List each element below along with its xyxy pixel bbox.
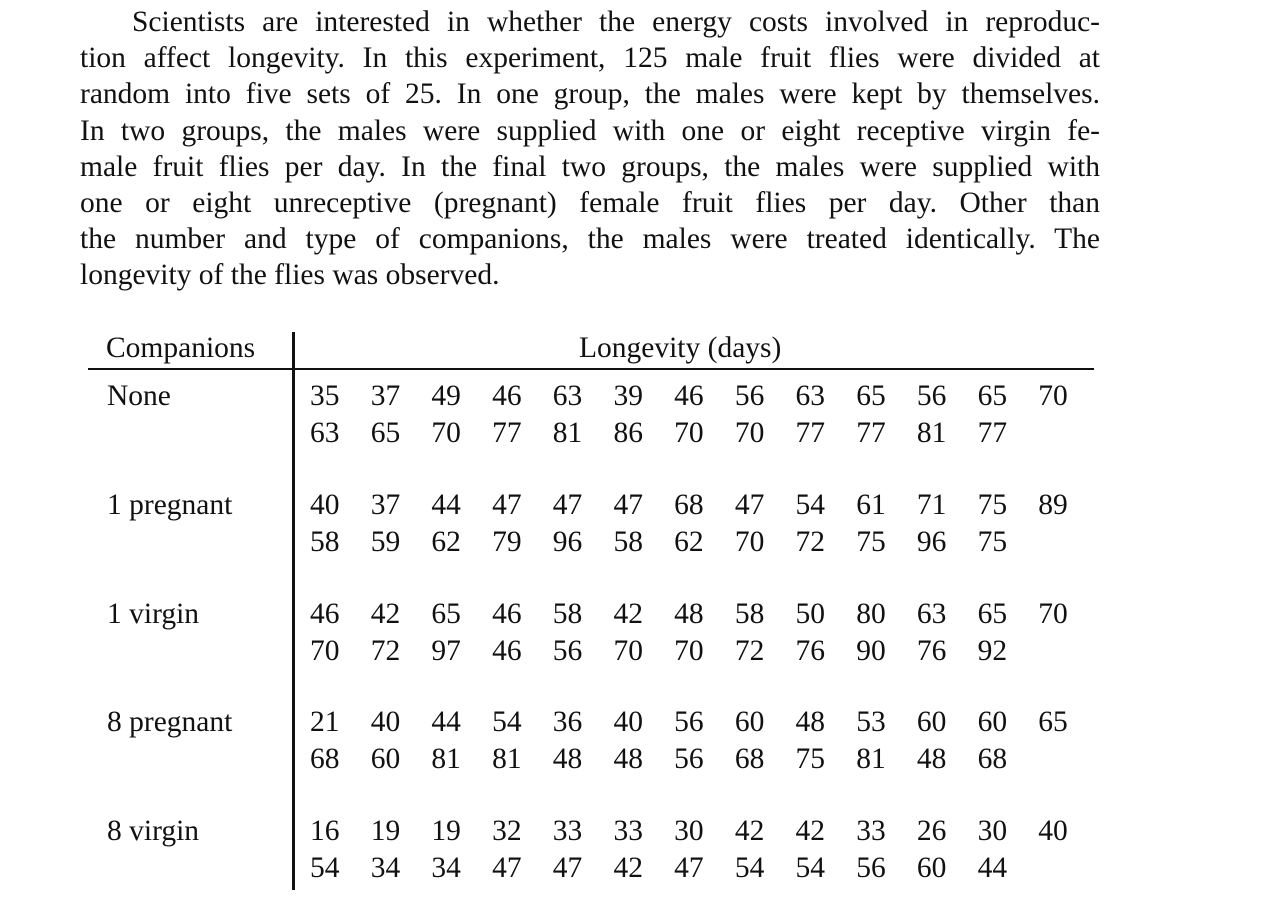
longevity-value: 96 xyxy=(552,525,583,558)
longevity-value: 97 xyxy=(431,634,461,667)
longevity-value: 70 xyxy=(431,416,461,449)
group-values xyxy=(310,487,1099,560)
paragraph-line: Scientists are interested in whether the energy costs involved in reproduc- xyxy=(132,6,1100,38)
longevity-value: 46 xyxy=(674,380,704,412)
longevity-value: 42 xyxy=(613,851,643,884)
longevity-value: 72 xyxy=(734,634,765,667)
paragraph-line: tion affect longevity. In this experiment, 125 male fruit flies were divided at xyxy=(80,42,1100,75)
longevity-value: 68 xyxy=(674,489,704,521)
longevity-value: 44 xyxy=(431,489,461,521)
longevity-value: 54 xyxy=(795,851,825,884)
longevity-value: 30 xyxy=(674,815,704,847)
group-label: 8 virgin xyxy=(107,815,200,847)
longevity-value: 47 xyxy=(492,851,522,884)
longevity-value: 40 xyxy=(1038,815,1068,847)
longevity-value: 63 xyxy=(552,380,583,412)
longevity-value: 35 xyxy=(310,380,340,412)
longevity-value: 65 xyxy=(977,380,1008,412)
longevity-value: 53 xyxy=(856,706,886,738)
longevity-value: 61 xyxy=(856,489,886,521)
longevity-value: 65 xyxy=(856,380,886,412)
longevity-value: 76 xyxy=(916,634,947,667)
longevity-value: 77 xyxy=(856,416,886,449)
longevity-value: 47 xyxy=(613,489,643,521)
longevity-value: 32 xyxy=(492,815,522,847)
longevity-value: 19 xyxy=(370,815,401,847)
longevity-value: 76 xyxy=(795,634,825,667)
longevity-value: 36 xyxy=(552,706,583,738)
longevity-value: 56 xyxy=(916,380,947,412)
longevity-value: 89 xyxy=(1038,489,1068,521)
longevity-value: 40 xyxy=(370,706,401,738)
longevity-value: 90 xyxy=(856,634,886,667)
longevity-value: 47 xyxy=(552,489,583,521)
longevity-value: 63 xyxy=(916,598,947,630)
longevity-value: 56 xyxy=(734,380,765,412)
longevity-column-header: Longevity (days) xyxy=(579,332,782,364)
companions-column-header: Companions xyxy=(106,332,256,364)
longevity-value: 54 xyxy=(310,851,340,884)
longevity-value: 40 xyxy=(310,489,340,521)
longevity-value: 71 xyxy=(916,489,947,521)
longevity-value: 81 xyxy=(492,742,522,775)
group-label: 1 virgin xyxy=(107,598,200,630)
longevity-value: 96 xyxy=(916,525,947,558)
longevity-value: 79 xyxy=(492,525,522,558)
longevity-value: 63 xyxy=(795,380,825,412)
longevity-value: 56 xyxy=(552,634,583,667)
longevity-value: 46 xyxy=(492,634,522,667)
longevity-value: 75 xyxy=(977,525,1008,558)
table-group xyxy=(88,704,1094,784)
longevity-table xyxy=(88,326,1094,891)
longevity-value: 47 xyxy=(674,851,704,884)
longevity-value: 44 xyxy=(431,706,461,738)
longevity-value: 60 xyxy=(977,706,1008,738)
longevity-value: 62 xyxy=(674,525,704,558)
longevity-value: 81 xyxy=(552,416,583,449)
longevity-value: 81 xyxy=(431,742,461,775)
longevity-value: 65 xyxy=(1038,706,1068,738)
longevity-value: 60 xyxy=(734,706,765,738)
paragraph-line: random into five sets of 25. In one group, the males were kept by themselves. xyxy=(80,78,1100,111)
group-label: None xyxy=(107,380,171,412)
longevity-value: 68 xyxy=(977,742,1008,775)
group-label: 8 pregnant xyxy=(107,706,233,738)
longevity-value: 33 xyxy=(613,815,643,847)
longevity-value: 50 xyxy=(795,598,825,630)
longevity-value: 65 xyxy=(977,598,1008,630)
table-group xyxy=(88,813,1094,893)
longevity-value: 46 xyxy=(492,598,522,630)
longevity-value: 54 xyxy=(734,851,765,884)
longevity-value: 48 xyxy=(795,706,825,738)
longevity-value: 47 xyxy=(492,489,522,521)
longevity-value: 70 xyxy=(734,416,765,449)
group-values xyxy=(310,596,1099,669)
table-group xyxy=(88,378,1094,458)
longevity-value: 60 xyxy=(370,742,401,775)
table-header-rule xyxy=(88,368,1094,370)
longevity-value: 72 xyxy=(370,634,401,667)
longevity-value: 21 xyxy=(310,706,340,738)
longevity-value: 81 xyxy=(856,742,886,775)
longevity-value: 33 xyxy=(856,815,886,847)
longevity-value: 56 xyxy=(674,706,704,738)
longevity-value: 70 xyxy=(1038,598,1068,630)
paragraph-line: one or eight unreceptive (pregnant) female fruit flies per day. Other than xyxy=(80,187,1100,220)
longevity-value: 46 xyxy=(310,598,340,630)
longevity-value: 34 xyxy=(431,851,461,884)
longevity-value: 70 xyxy=(674,416,704,449)
longevity-value: 42 xyxy=(795,815,825,847)
longevity-value: 34 xyxy=(370,851,401,884)
longevity-value: 56 xyxy=(674,742,704,775)
group-values xyxy=(310,378,1099,451)
longevity-value: 58 xyxy=(734,598,765,630)
longevity-value: 60 xyxy=(916,851,947,884)
longevity-value: 39 xyxy=(613,380,643,412)
longevity-value: 47 xyxy=(552,851,583,884)
longevity-value: 56 xyxy=(856,851,886,884)
longevity-value: 72 xyxy=(795,525,825,558)
longevity-value: 44 xyxy=(977,851,1008,884)
longevity-value: 63 xyxy=(310,416,340,449)
longevity-value: 68 xyxy=(734,742,765,775)
paragraph-line: male fruit flies per day. In the final two groups, the males were supplied with xyxy=(80,150,1100,183)
longevity-value: 54 xyxy=(795,489,825,521)
longevity-value: 77 xyxy=(795,416,825,449)
paragraph-line: In two groups, the males were supplied with one or eight receptive virgin fe- xyxy=(80,114,1100,147)
longevity-value: 40 xyxy=(613,706,643,738)
longevity-value: 75 xyxy=(977,489,1008,521)
table-group xyxy=(88,487,1094,567)
intro-paragraph xyxy=(80,4,1100,294)
longevity-value: 54 xyxy=(492,706,522,738)
paragraph-line: the number and type of companions, the males were treated identically. The xyxy=(80,223,1100,256)
longevity-value: 42 xyxy=(370,598,401,630)
longevity-value: 30 xyxy=(977,815,1008,847)
longevity-value: 46 xyxy=(492,380,522,412)
longevity-value: 47 xyxy=(734,489,765,521)
longevity-value: 42 xyxy=(734,815,765,847)
longevity-value: 92 xyxy=(977,634,1008,667)
longevity-value: 70 xyxy=(310,634,340,667)
longevity-value: 48 xyxy=(916,742,947,775)
longevity-value: 70 xyxy=(734,525,765,558)
longevity-value: 65 xyxy=(370,416,401,449)
paragraph-line: longevity of the flies was observed. xyxy=(80,259,500,292)
longevity-value: 75 xyxy=(856,525,886,558)
longevity-value: 48 xyxy=(552,742,583,775)
longevity-value: 16 xyxy=(310,815,340,847)
longevity-value: 59 xyxy=(370,525,401,558)
longevity-value: 75 xyxy=(795,742,825,775)
longevity-value: 77 xyxy=(492,416,522,449)
longevity-value: 62 xyxy=(431,525,461,558)
longevity-value: 48 xyxy=(674,598,704,630)
longevity-value: 58 xyxy=(613,525,643,558)
longevity-value: 48 xyxy=(613,742,643,775)
longevity-value: 65 xyxy=(431,598,461,630)
longevity-value: 42 xyxy=(613,598,643,630)
longevity-value: 37 xyxy=(370,380,401,412)
longevity-value: 60 xyxy=(916,706,947,738)
group-values xyxy=(310,813,1099,886)
longevity-value: 49 xyxy=(431,380,461,412)
longevity-value: 58 xyxy=(310,525,340,558)
longevity-value: 58 xyxy=(552,598,583,630)
longevity-value: 86 xyxy=(613,416,643,449)
longevity-value: 70 xyxy=(1038,380,1068,412)
group-values xyxy=(310,704,1099,777)
longevity-value: 70 xyxy=(613,634,643,667)
longevity-value: 26 xyxy=(916,815,947,847)
longevity-value: 81 xyxy=(916,416,947,449)
longevity-value: 33 xyxy=(552,815,583,847)
longevity-value: 19 xyxy=(431,815,461,847)
longevity-value: 77 xyxy=(977,416,1008,449)
longevity-value: 80 xyxy=(856,598,886,630)
longevity-value: 68 xyxy=(310,742,340,775)
longevity-value: 37 xyxy=(370,489,401,521)
table-group xyxy=(88,596,1094,676)
longevity-value: 70 xyxy=(674,634,704,667)
group-label: 1 pregnant xyxy=(107,489,233,521)
